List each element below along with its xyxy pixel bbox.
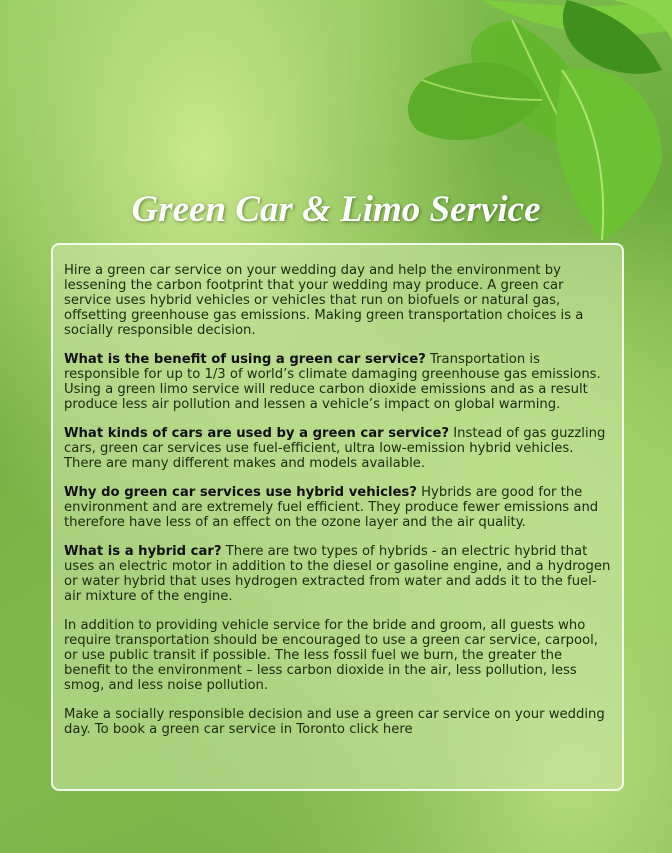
closing-text: Make a socially responsible decision and use a green car service on your wedding day. To book a green car service in Toronto bbox=[64, 707, 605, 737]
faq-answer: Transportation is responsible for up to 1/3 of world’s climate damaging greenhouse gas emissions. Using a green limo service will reduce carbon dioxide emissions and as a result produce less air pollution and lessen a vehicle’s impact on global warming. bbox=[64, 352, 601, 412]
content-panel bbox=[51, 243, 624, 791]
faq-why-hybrid bbox=[64, 485, 612, 530]
intro-paragraph bbox=[64, 263, 612, 338]
paragraph-text: In addition to providing vehicle service for the bride and groom, all guests who require transportation should be encouraged to use a green car service, carpool, or use public transit if possible. The less fossil fuel we burn, the greater the benefit to the environment – less carbon dioxide in the air, less pollution, less smog, and less noise pollution. bbox=[64, 618, 599, 693]
faq-answer: Hybrids are good for the environment and are extremely fuel efficient. They produce fewer emissions and therefore have less of an effect on the ozone layer and the air quality. bbox=[64, 485, 599, 530]
faq-answer: There are two types of hybrids - an electric hybrid that uses an electric motor in addition to the diesel or gasoline engine, and a hydrogen or water hybrid that uses hydrogen extracted from water and adds it to the fuel-air mixture of the engine. bbox=[64, 544, 611, 604]
faq-benefit bbox=[64, 352, 612, 412]
paragraph-text: Hire a green car service on your wedding day and help the environment by lessening the carbon footprint that your wedding may produce. A green car service uses hybrid vehicles or vehicles that run on biofuels or natural gas, offsetting greenhouse gas emissions. Making green transportation choices is a socially responsible decision. bbox=[64, 263, 584, 338]
faq-what-is-hybrid bbox=[64, 544, 612, 604]
closing-paragraph bbox=[64, 707, 612, 737]
faq-answer: Instead of gas guzzling cars, green car services use fuel-efficient, ultra low-emission hybrid vehicles. There are many different makes and models available. bbox=[64, 426, 606, 471]
book-click-here-link[interactable]: click here bbox=[349, 722, 413, 737]
faq-kinds-of-cars bbox=[64, 426, 612, 471]
faq-question: Why do green car services use hybrid vehicles? bbox=[64, 485, 417, 500]
faq-question: What is a hybrid car? bbox=[64, 544, 222, 559]
faq-question: What kinds of cars are used by a green car service? bbox=[64, 426, 450, 441]
page-title: Green Car & Limo Service bbox=[131, 189, 541, 230]
guests-paragraph bbox=[64, 618, 612, 693]
faq-question: What is the benefit of using a green car service? bbox=[64, 352, 426, 367]
